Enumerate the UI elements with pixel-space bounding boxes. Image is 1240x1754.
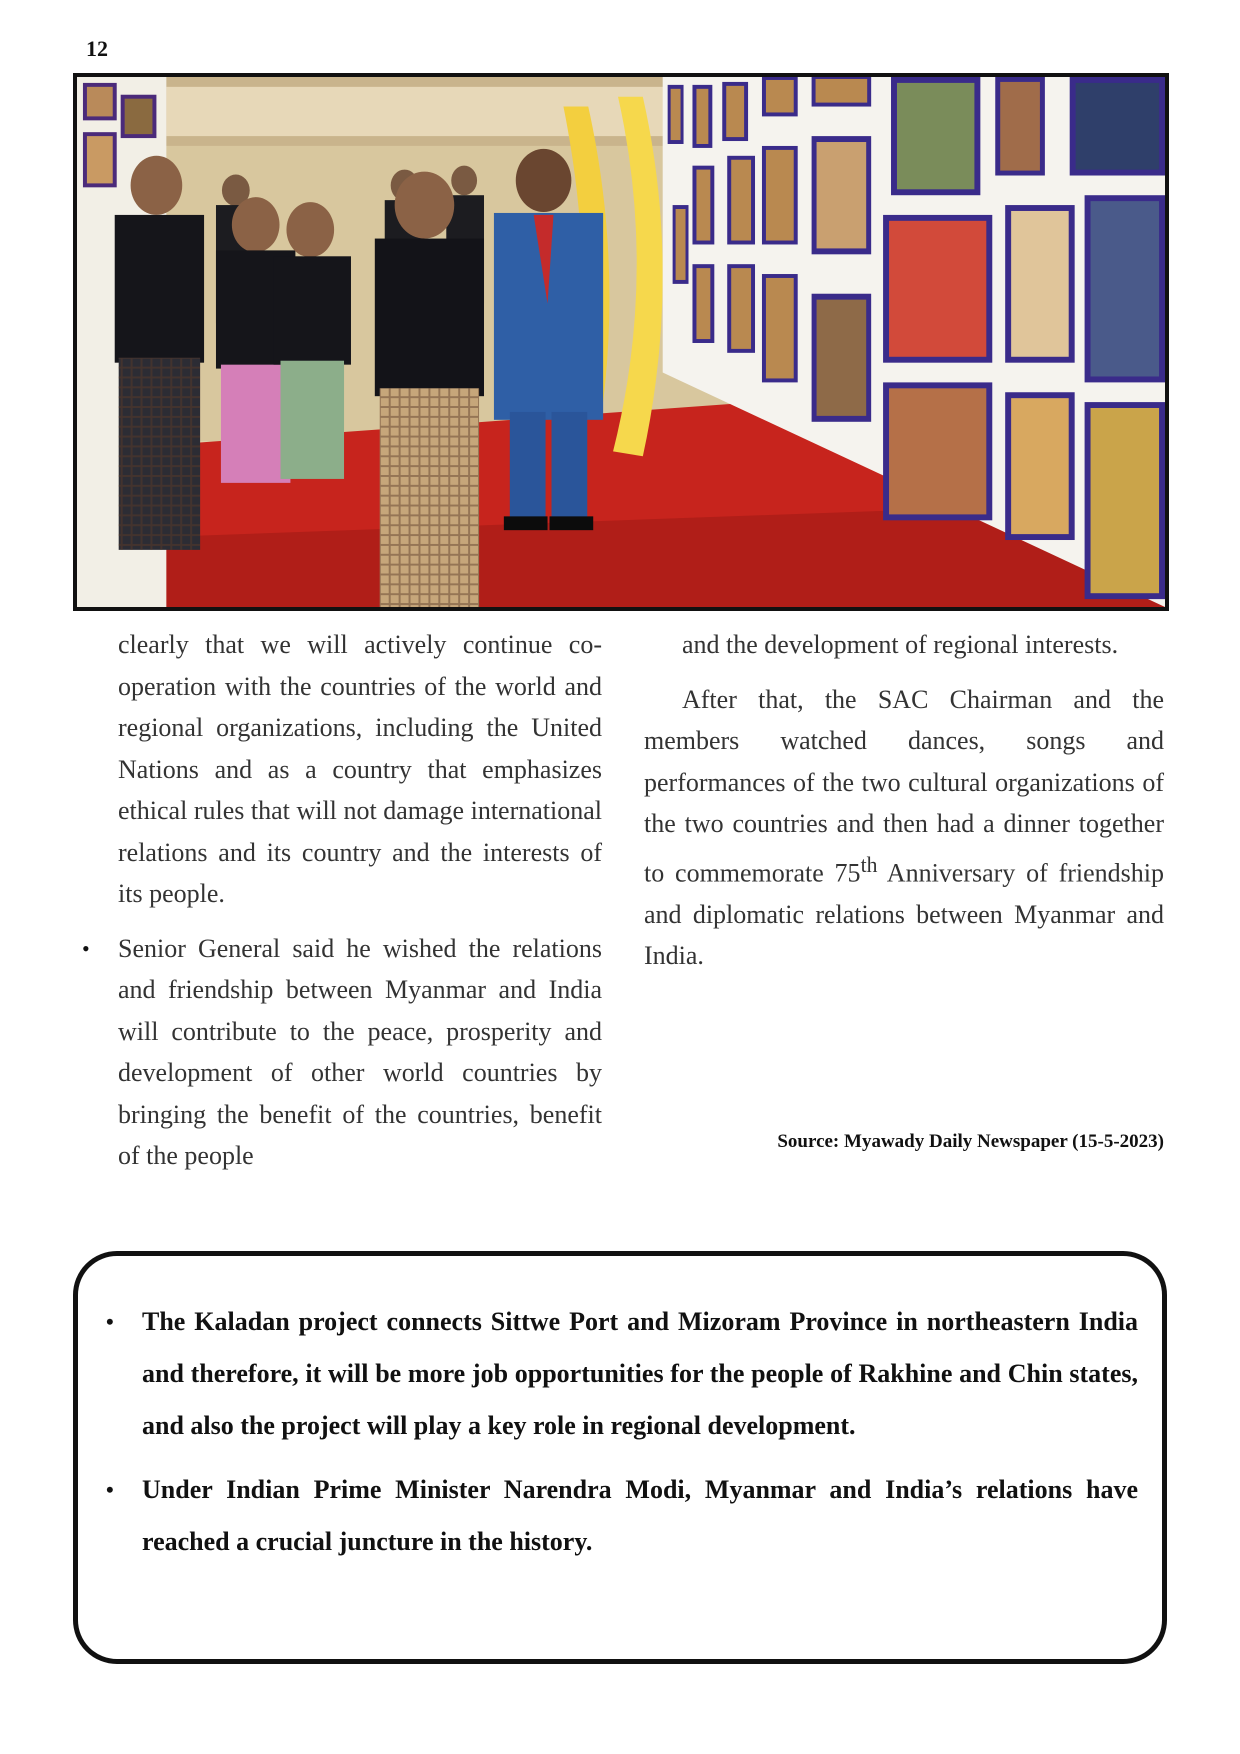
source-citation: Source: Myawady Daily Newspaper (15-5-2023) (777, 1131, 1164, 1152)
exhibition-photo-illustration (77, 77, 1165, 607)
news-photo (73, 73, 1169, 611)
bullet-icon: • (82, 935, 90, 961)
summary-item (106, 1296, 1138, 1452)
bullet-icon: • (106, 1477, 114, 1502)
right-paragraph (644, 679, 1164, 977)
page-number: 12 (86, 36, 108, 61)
right-paragraph-text-end: Anniversary of friendship and diplomatic relations between Myanmar and India. (644, 858, 1165, 971)
right-paragraph-text: After that, the SAC Chairman and the members watched dances, songs and performances of the two cultural organizations of the two countries and then had a dinner together to commemorate 75 (644, 684, 1164, 888)
summary-item (106, 1464, 1138, 1568)
bullet-icon: • (106, 1309, 114, 1334)
summary-item-text: The Kaladan project connects Sittwe Port and Mizoram Province in northeastern India and therefore, it will be more job opportunities for the people of Rakhine and Chin states, and also the project will play a key role in regional development. (142, 1307, 1138, 1440)
left-text-column (82, 624, 602, 1177)
left-continuation-paragraph: clearly that we will actively continue co-operation with the countries of the world and regional organizations, including the United Nations and as a country that emphasizes ethical rules that will not damage international relations and its country and the interests of its people. (118, 630, 602, 908)
summary-list (106, 1296, 1138, 1568)
left-bullet-item (82, 928, 602, 1177)
summary-item-text: Under Indian Prime Minister Narendra Modi, Myanmar and India’s relations have reached a crucial juncture in the history. (142, 1475, 1138, 1556)
right-text-column (644, 624, 1164, 977)
ordinal-suffix: th (860, 852, 878, 877)
right-continuation-paragraph: and the development of regional interests. (682, 630, 1119, 659)
left-bullet-text: Senior General said he wished the relations and friendship between Myanmar and India will contribute to the peace, prosperity and development of other world countries by bringing the benefit of the countries, benefit of the people (118, 933, 602, 1170)
summary-box (73, 1251, 1167, 1664)
